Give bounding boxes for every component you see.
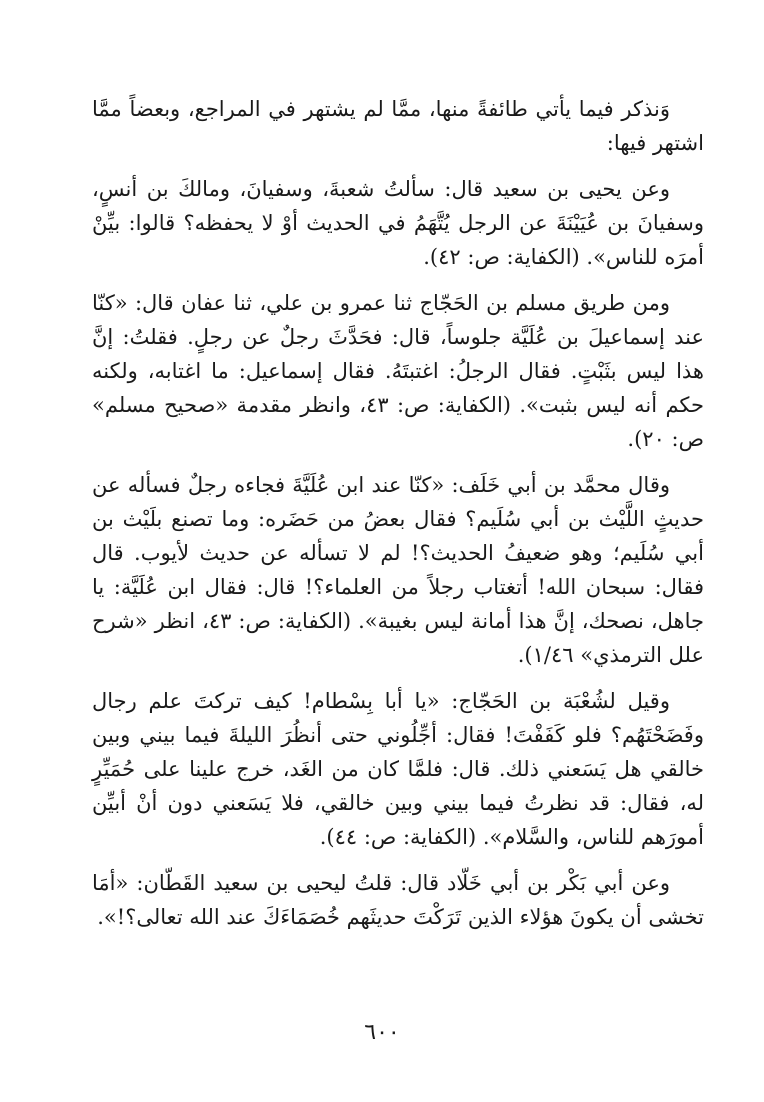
paragraph-abu-bakr: وعن أبي بَكْر بن أبي خَلّاد قال: قلتُ ليحيى بن سعيد القَطّان: «أمَا تخشى أن يكونَ هؤلاء الذين تَرَكْتَ حديثَهم خُصَمَاءَكَ عند الله تعالى؟!». [92, 871, 704, 929]
paragraph-muslim: ومن طريق مسلم بن الحَجّاج ثنا عمرو بن علي، ثنا عفان قال: «كنّا عند إسماعيلَ بن عُلَيَّة جلوساً، قال: فحَدَّثَ رجلٌ عن رجلٍ. فقلتُ: إنَّ هذا ليس بثَبْتٍ. فقال الرجلُ: اغتبتَهُ. فقال إسماعيل: ما اغتابه، ولكنه حكم أنه ليس بثبت». (الكفاية: ص: ٤٣، وانظر مقدمة «صحيح مسلم» ص: ٢٠). [92, 291, 705, 451]
page-body [92, 92, 704, 946]
paragraph-shuba: وقيل لشُعْبَة بن الحَجّاج: «يا أبا بِسْطام! كيف تركتَ علم رجال وفَضَحْتَهُم؟ فلو كَفَفْتَ! فقال: أجِّلُوني حتى أنظُرَ الليلةَ فيما بيني وبين خالقي هل يَسَعني ذلك. قال: فلمَّا كان من الغَد، خرج علينا على حُمَيِّرٍ له، فقال: قد نظرتُ فيما بيني وبين خالقي، فلا يَسَعني دون أنْ أبيِّن أمورَهم للناس، والسَّلام». (الكفاية: ص: ٤٤). [92, 689, 704, 849]
page-number: ٦٠٠ [364, 1020, 400, 1045]
paragraph-yahya: وعن يحيى بن سعيد قال: سألتُ شعبةَ، وسفيانَ، ومالكَ بن أنسٍ، وسفيانَ بن عُيَيْنَةَ عن الرجل يُتَّهَمُ في الحديث أوْ لا يحفظه؟ قالوا: بيِّنْ أمرَه للناس». (الكفاية: ص: ٤٢). [92, 177, 704, 269]
paragraph-intro: وَنذكر فيما يأتي طائفةً منها، ممَّا لم يشتهر في المراجع، وبعضاً ممَّا اشتهر فيها: [92, 97, 704, 155]
paragraph-ibn-abi-khalaf: وقال محمَّد بن أبي خَلَف: «كنّا عند ابن عُلَيَّةَ فجاءه رجلٌ فسأله عن حديثٍ اللَّيْث بن أبي سُلَيم؟ فقال بعضُ من حَضَره: وما تصنع بلَيْث بن أبي سُلَيم؛ وهو ضعيفُ الحديث؟! لم لا تسأله عن حديث لأيوب. قال فقال: سبحان الله! أتغتاب رجلاً من العلماء؟! قال: فقال ابن عُلَيَّة: يا جاهل، نصحك، إنَّ هذا أمانة ليس بغيبة». (الكفاية: ص: ٤٣، انظر «شرح علل الترمذي» ١/٤٦). [92, 473, 704, 667]
